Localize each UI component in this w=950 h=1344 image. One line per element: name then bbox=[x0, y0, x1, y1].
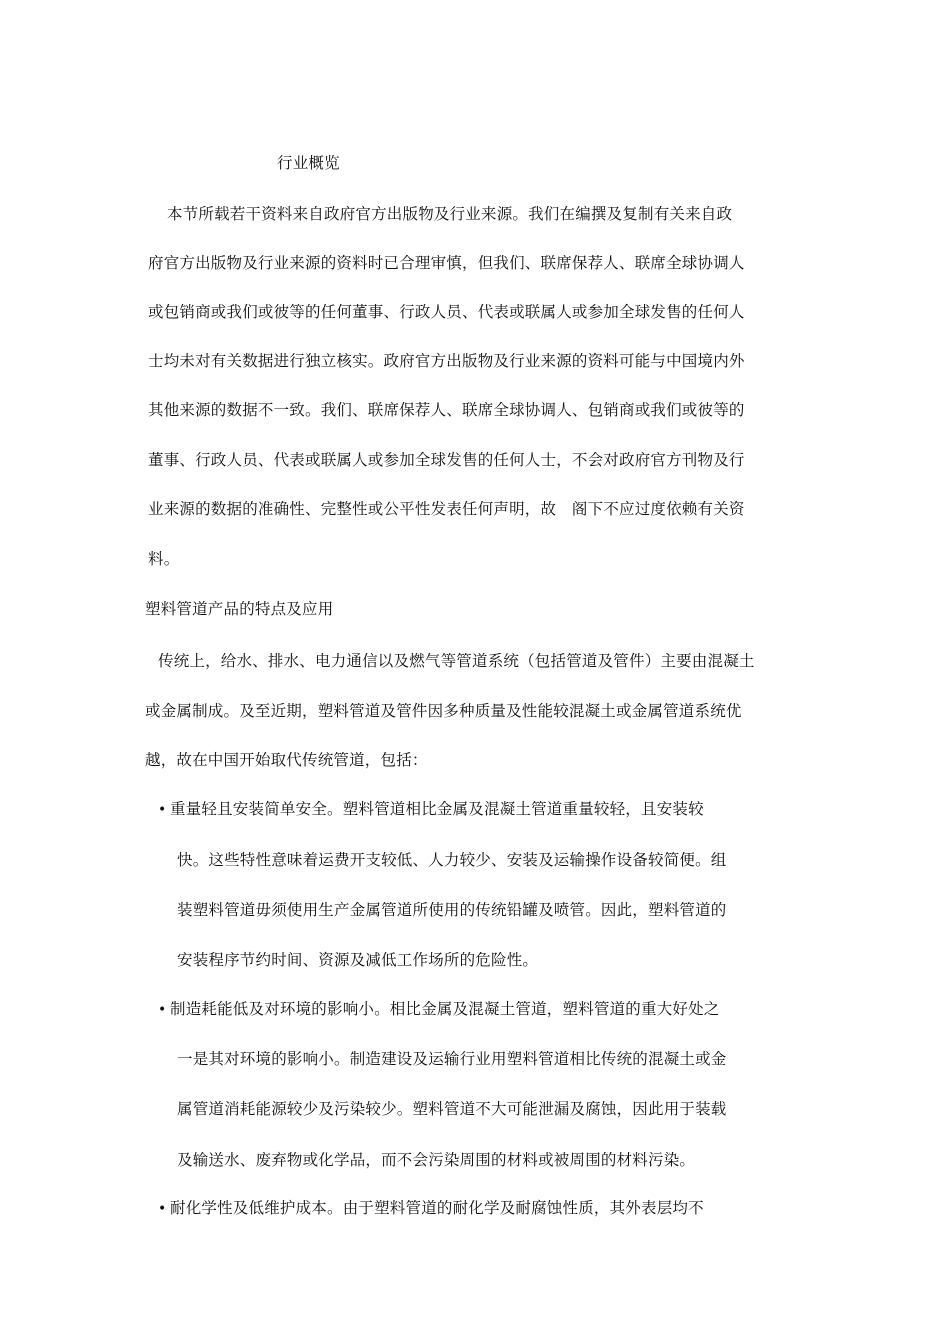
intro-line: 料。 bbox=[148, 550, 180, 568]
intro-line: 本节所载若干资料来自政府官方出版物及行业来源。我们在编撰及复制有关来自政 bbox=[167, 205, 733, 223]
bullet-marker: • bbox=[158, 802, 167, 818]
bullet-marker: • bbox=[158, 1002, 167, 1018]
bullet-line: 重量轻且安装简单安全。塑料管道相比金属及混凝土管道重量较轻，且安装较 bbox=[170, 800, 704, 818]
bullet-line: 装塑料管道毋须使用生产金属管道所使用的传统铅罐及喷管。因此，塑料管道的 bbox=[177, 901, 727, 919]
bullet-line: 制造耗能低及对环境的影响小。相比金属及混凝土管道，塑料管道的重大好处之 bbox=[170, 1000, 720, 1018]
section-para-line: 或金属制成。及至近期，塑料管道及管件因多种质量及性能较混凝土或金属管道系统优 bbox=[145, 702, 742, 720]
intro-line: 业来源的数据的准确性、完整性或公平性发表任何声明，故 阁下不应过度依赖有关资 bbox=[148, 500, 745, 518]
bullet-line: 安装程序节约时间、资源及减低工作场所的危险性。 bbox=[177, 951, 539, 969]
section-para-line: 传统上，给水、排水、电力通信以及燃气等管道系统（包括管道及管件）主要由混凝土 bbox=[158, 652, 755, 670]
intro-line: 其他来源的数据不一致。我们、联席保荐人、联席全球协调人、包销商或我们或彼等的 bbox=[148, 401, 745, 419]
intro-line: 董事、行政人员、代表或联属人或参加全球发售的任何人士，不会对政府官方刊物及行 bbox=[148, 451, 745, 469]
section-para-line: 越，故在中国开始取代传统管道，包括： bbox=[145, 751, 428, 769]
bullet-line: 快。这些特性意味着运费开支较低、人力较少、安装及运输操作设备较简便。组 bbox=[177, 851, 727, 869]
bullet-marker: • bbox=[158, 1201, 167, 1217]
intro-line: 府官方出版物及行业来源的资料时已合理审慎，但我们、联席保荐人、联席全球协调人 bbox=[148, 254, 745, 272]
bullet-line: 一是其对环境的影响小。制造建设及运输行业用塑料管道相比传统的混凝土或金 bbox=[177, 1050, 727, 1068]
intro-line: 或包销商或我们或彼等的任何董事、行政人员、代表或联属人或参加全球发售的任何人 bbox=[148, 303, 745, 321]
section-heading: 塑料管道产品的特点及应用 bbox=[145, 600, 334, 618]
intro-line: 士均未对有关数据进行独立核实。政府官方出版物及行业来源的资料可能与中国境内外 bbox=[148, 352, 745, 370]
bullet-line: 属管道消耗能源较少及污染较少。塑料管道不大可能泄漏及腐蚀，因此用于装载 bbox=[177, 1100, 727, 1118]
bullet-line: 及输送水、废弃物或化学品，而不会污染周围的材料或被周围的材料污染。 bbox=[177, 1151, 696, 1169]
bullet-line: 耐化学性及低维护成本。由于塑料管道的耐化学及耐腐蚀性质，其外表层均不 bbox=[170, 1199, 704, 1217]
page-title: 行业概览 bbox=[277, 154, 340, 172]
